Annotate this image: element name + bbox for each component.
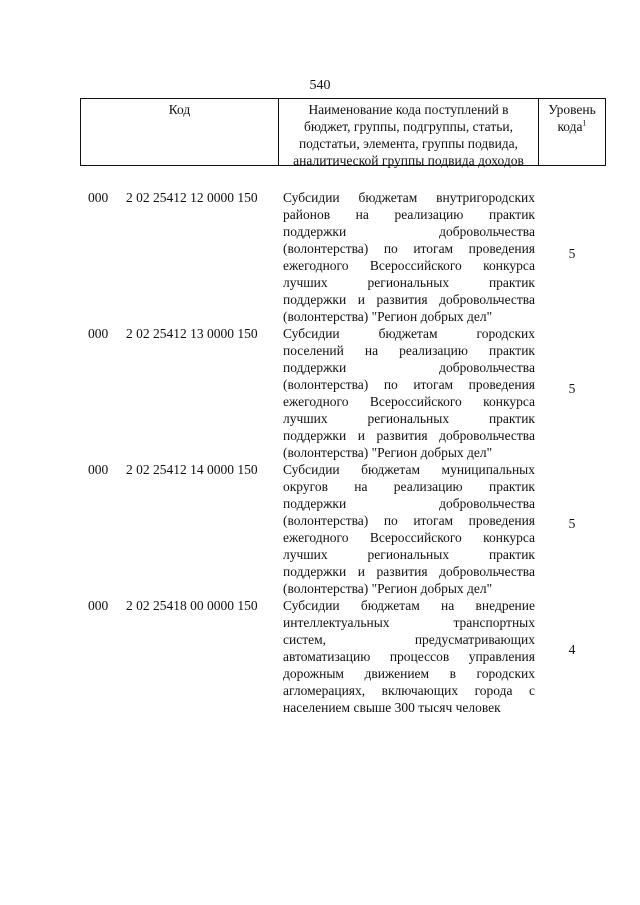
description-line: агломерациях, включающих города с — [283, 683, 535, 698]
description-line: поддержки и развития добровольчества — [283, 564, 535, 579]
revenue-code: 2 02 25412 12 0000 150 — [126, 190, 258, 205]
description-line: дорожным движением в городских — [283, 666, 535, 681]
description-line: (волонтерства) "Регион добрых дел" — [283, 581, 493, 596]
description-line: (волонтерства) по итогам проведения — [283, 241, 535, 256]
header-level-line: Уровень — [548, 102, 596, 117]
page-number: 540 — [309, 78, 331, 93]
description-line: лучших региональных практик — [283, 547, 535, 562]
footnote-marker: 1 — [582, 118, 587, 128]
description-line: поддержки добровольчества — [283, 360, 535, 375]
description-line: (волонтерства) по итогам проведения — [283, 377, 535, 392]
level-value: 4 — [568, 642, 576, 657]
description-line: поддержки и развития добровольчества — [283, 292, 535, 307]
table-row — [80, 189, 606, 325]
admin-code: 000 — [88, 462, 109, 477]
description-line: ежегодного Всероссийского конкурса — [283, 258, 535, 273]
description-line: Субсидии бюджетам городских — [283, 326, 535, 341]
description-line: ежегодного Всероссийского конкурса — [283, 530, 535, 545]
header-name-line: подстатьи, элемента, группы подвида, — [298, 136, 519, 151]
description-line: Субсидии бюджетам муниципальных — [283, 462, 535, 477]
header-name-line: аналитической группы подвида доходов — [293, 153, 524, 168]
description-line: поддержки и развития добровольчества — [283, 428, 535, 443]
description-line: поселений на реализацию практик — [283, 343, 535, 358]
revenue-code: 2 02 25418 00 0000 150 — [126, 598, 258, 613]
header-level-cell — [539, 99, 605, 165]
description-line: (волонтерства) "Регион добрых дел" — [283, 445, 493, 460]
description-line: Субсидии бюджетам внутригородских — [283, 190, 535, 205]
level-value: 5 — [568, 516, 576, 531]
description-line: округов на реализацию практик — [283, 479, 535, 494]
header-name-cell — [279, 99, 539, 168]
revenue-code: 2 02 25412 13 0000 150 — [126, 326, 258, 341]
level-value: 5 — [568, 246, 576, 261]
admin-code: 000 — [88, 190, 109, 205]
level-value: 5 — [568, 381, 576, 396]
description-line: интеллектуальных транспортных — [283, 615, 535, 630]
header-level-line-2 — [539, 118, 605, 135]
table-row — [80, 325, 606, 461]
description-line: лучших региональных практик — [283, 275, 535, 290]
description-line: автоматизацию процессов управления — [283, 649, 535, 664]
description-line: (волонтерства) "Регион добрых дел" — [283, 309, 493, 324]
description-line: систем, предусматривающих — [283, 632, 535, 647]
header-name-line: бюджет, группы, подгруппы, статьи, — [304, 119, 513, 134]
revenue-description — [283, 461, 535, 597]
header-name-line: Наименование кода поступлений в — [308, 102, 509, 117]
revenue-code: 2 02 25412 14 0000 150 — [126, 462, 258, 477]
revenue-description — [283, 325, 535, 461]
description-line: Субсидии бюджетам на внедрение — [283, 598, 535, 613]
description-line: (волонтерства) по итогам проведения — [283, 513, 535, 528]
header-code-label: Код — [168, 102, 191, 117]
description-line: районов на реализацию практик — [283, 207, 535, 222]
table-row — [80, 461, 606, 597]
description-line: ежегодного Всероссийского конкурса — [283, 394, 535, 409]
header-level-word: кода — [557, 119, 583, 134]
header-code-cell — [81, 99, 279, 165]
description-line: поддержки добровольчества — [283, 224, 535, 239]
description-line: поддержки добровольчества — [283, 496, 535, 511]
admin-code: 000 — [88, 598, 109, 613]
revenue-description — [283, 597, 535, 716]
revenue-description — [283, 189, 535, 325]
description-line: населением свыше 300 тысяч человек — [283, 700, 501, 715]
table-row — [80, 597, 606, 716]
admin-code: 000 — [88, 326, 109, 341]
description-line: лучших региональных практик — [283, 411, 535, 426]
table-header — [80, 98, 606, 166]
